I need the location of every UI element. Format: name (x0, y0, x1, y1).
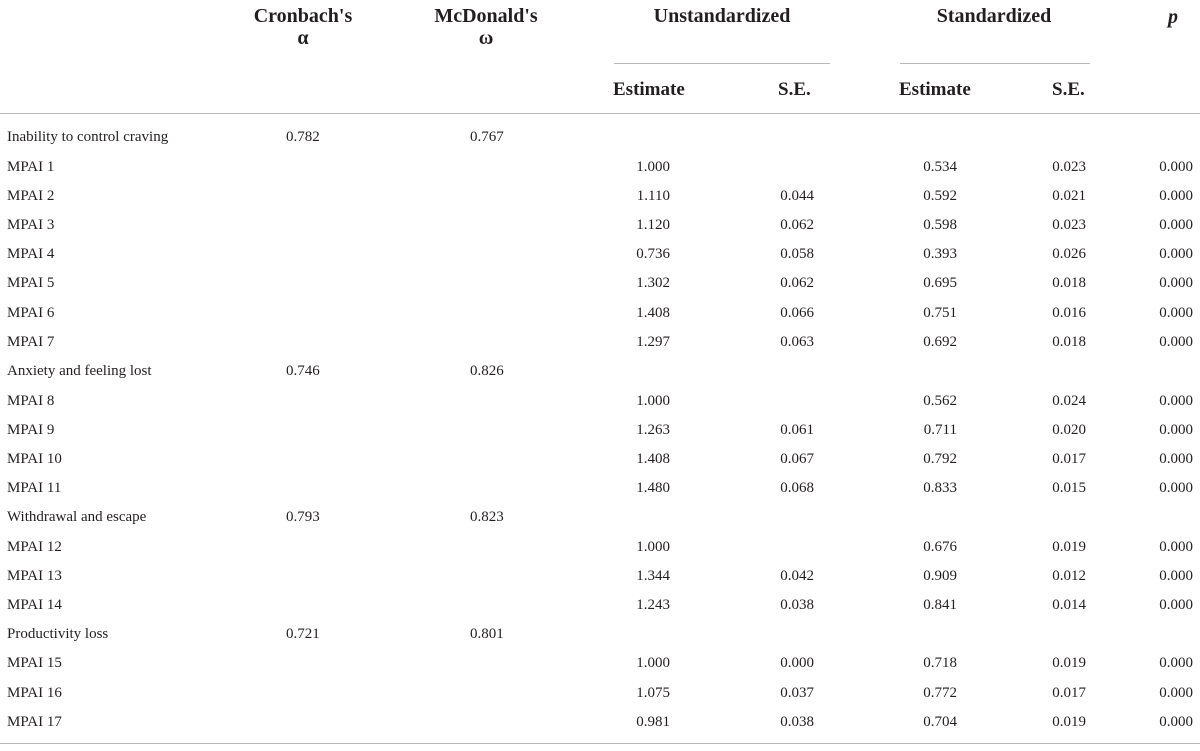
p-value: 0.000 (1159, 246, 1193, 262)
table-row (0, 387, 1200, 416)
unstd-se-value: 0.038 (780, 714, 814, 730)
table-row (0, 445, 1200, 474)
table-row (0, 357, 1200, 386)
header-standardized: Standardized (936, 5, 1052, 27)
header-std-estimate: Estimate (899, 79, 971, 100)
std-se-value: 0.018 (1052, 275, 1086, 291)
table-row (0, 416, 1200, 445)
std-estimate-value: 0.833 (923, 480, 957, 496)
unstd-se-value: 0.062 (780, 217, 814, 233)
unstandardized-underline (614, 63, 830, 64)
unstd-estimate-value: 1.075 (636, 685, 670, 701)
row-label: MPAI 3 (7, 217, 55, 233)
row-label: MPAI 8 (7, 393, 55, 409)
p-value: 0.000 (1159, 393, 1193, 409)
std-se-value: 0.023 (1052, 217, 1086, 233)
cronbach-alpha-value: 0.782 (286, 129, 320, 145)
header-mcdonald-line1: McDonald's (434, 5, 538, 27)
table-row (0, 299, 1200, 328)
table-row (0, 533, 1200, 562)
std-se-value: 0.018 (1052, 334, 1086, 350)
std-se-value: 0.021 (1052, 188, 1086, 204)
unstd-se-value: 0.061 (780, 422, 814, 438)
unstd-se-value: 0.037 (780, 685, 814, 701)
row-label: MPAI 10 (7, 451, 62, 467)
p-value: 0.000 (1159, 655, 1193, 671)
p-value: 0.000 (1159, 568, 1193, 584)
row-label: Anxiety and feeling lost (7, 363, 152, 379)
p-value: 0.000 (1159, 275, 1193, 291)
std-se-value: 0.024 (1052, 393, 1086, 409)
table-row (0, 679, 1200, 708)
p-value: 0.000 (1159, 159, 1193, 175)
table-row (0, 503, 1200, 532)
header-unstd-se: S.E. (778, 79, 811, 100)
std-estimate-value: 0.909 (923, 568, 957, 584)
unstd-estimate-value: 1.263 (636, 422, 670, 438)
unstd-se-value: 0.000 (780, 655, 814, 671)
unstd-se-value: 0.038 (780, 597, 814, 613)
unstd-se-value: 0.042 (780, 568, 814, 584)
std-estimate-value: 0.841 (923, 597, 957, 613)
std-estimate-value: 0.792 (923, 451, 957, 467)
p-value: 0.000 (1159, 685, 1193, 701)
p-value: 0.000 (1159, 714, 1193, 730)
mcdonald-omega-value: 0.767 (470, 129, 504, 145)
unstd-estimate-value: 1.480 (636, 480, 670, 496)
unstd-estimate-value: 1.110 (636, 188, 670, 204)
p-value: 0.000 (1159, 217, 1193, 233)
unstd-se-value: 0.067 (780, 451, 814, 467)
std-se-value: 0.026 (1052, 246, 1086, 262)
row-label: MPAI 2 (7, 188, 55, 204)
std-estimate-value: 0.772 (923, 685, 957, 701)
table-bottom-rule (0, 743, 1200, 744)
std-se-value: 0.020 (1052, 422, 1086, 438)
unstd-estimate-value: 0.736 (636, 246, 670, 262)
header-mcdonald (421, 5, 551, 49)
std-se-value: 0.019 (1052, 714, 1086, 730)
unstd-se-value: 0.066 (780, 305, 814, 321)
std-estimate-value: 0.534 (923, 159, 957, 175)
table-row (0, 211, 1200, 240)
std-estimate-value: 0.598 (923, 217, 957, 233)
header-unstandardized: Unstandardized (653, 5, 791, 27)
unstd-estimate-value: 1.120 (636, 217, 670, 233)
unstd-se-value: 0.044 (780, 188, 814, 204)
std-estimate-value: 0.704 (923, 714, 957, 730)
std-estimate-value: 0.562 (923, 393, 957, 409)
mcdonald-omega-value: 0.823 (470, 509, 504, 525)
std-estimate-value: 0.692 (923, 334, 957, 350)
row-label: MPAI 1 (7, 159, 55, 175)
table-row (0, 708, 1200, 737)
table-row (0, 620, 1200, 649)
unstd-se-value: 0.058 (780, 246, 814, 262)
std-estimate-value: 0.592 (923, 188, 957, 204)
header-bottom-rule (0, 113, 1200, 114)
row-label: MPAI 5 (7, 275, 55, 291)
header-std-se: S.E. (1052, 79, 1085, 100)
row-label: MPAI 15 (7, 655, 62, 671)
row-label: MPAI 17 (7, 714, 62, 730)
p-value: 0.000 (1159, 305, 1193, 321)
row-label: MPAI 9 (7, 422, 55, 438)
table-row (0, 269, 1200, 298)
row-label: MPAI 11 (7, 480, 62, 496)
unstd-estimate-value: 1.000 (636, 539, 670, 555)
table-row (0, 153, 1200, 182)
cronbach-alpha-value: 0.793 (286, 509, 320, 525)
std-estimate-value: 0.393 (923, 246, 957, 262)
std-estimate-value: 0.695 (923, 275, 957, 291)
unstd-estimate-value: 0.981 (636, 714, 670, 730)
table-row (0, 123, 1200, 152)
table-row (0, 562, 1200, 591)
unstd-se-value: 0.068 (780, 480, 814, 496)
table-row (0, 474, 1200, 503)
unstd-estimate-value: 1.344 (636, 568, 670, 584)
row-label: Inability to control craving (7, 129, 169, 145)
p-value: 0.000 (1159, 188, 1193, 204)
mcdonald-omega-value: 0.826 (470, 363, 504, 379)
header-cronbach (240, 5, 366, 49)
unstd-estimate-value: 1.408 (636, 305, 670, 321)
header-mcdonald-line2: ω (478, 27, 494, 49)
cronbach-alpha-value: 0.746 (286, 363, 320, 379)
p-value: 0.000 (1159, 597, 1193, 613)
std-estimate-value: 0.718 (923, 655, 957, 671)
unstd-estimate-value: 1.408 (636, 451, 670, 467)
table-row (0, 591, 1200, 620)
std-se-value: 0.019 (1052, 655, 1086, 671)
header-cronbach-line1: Cronbach's (253, 5, 353, 27)
unstd-estimate-value: 1.302 (636, 275, 670, 291)
header-cronbach-line2: α (297, 27, 309, 49)
row-label: MPAI 16 (7, 685, 62, 701)
std-se-value: 0.017 (1052, 451, 1086, 467)
table-row (0, 328, 1200, 357)
unstd-se-value: 0.063 (780, 334, 814, 350)
std-estimate-value: 0.711 (923, 422, 957, 438)
unstd-se-value: 0.062 (780, 275, 814, 291)
std-estimate-value: 0.676 (923, 539, 957, 555)
std-se-value: 0.014 (1052, 597, 1086, 613)
row-label: MPAI 4 (7, 246, 55, 262)
header-unstd-estimate: Estimate (613, 79, 685, 100)
row-label: MPAI 7 (7, 334, 55, 350)
unstd-estimate-value: 1.000 (636, 655, 670, 671)
table-row (0, 649, 1200, 678)
p-value: 0.000 (1159, 480, 1193, 496)
p-value: 0.000 (1159, 539, 1193, 555)
row-label: MPAI 6 (7, 305, 55, 321)
p-value: 0.000 (1159, 334, 1193, 350)
std-se-value: 0.016 (1052, 305, 1086, 321)
unstd-estimate-value: 1.297 (636, 334, 670, 350)
row-label: MPAI 13 (7, 568, 62, 584)
unstd-estimate-value: 1.000 (636, 159, 670, 175)
table-row (0, 182, 1200, 211)
row-label: MPAI 12 (7, 539, 62, 555)
std-se-value: 0.017 (1052, 685, 1086, 701)
std-se-value: 0.019 (1052, 539, 1086, 555)
std-se-value: 0.023 (1052, 159, 1086, 175)
standardized-underline (900, 63, 1090, 64)
std-estimate-value: 0.751 (923, 305, 957, 321)
unstd-estimate-value: 1.243 (636, 597, 670, 613)
std-se-value: 0.015 (1052, 480, 1086, 496)
table-row (0, 240, 1200, 269)
mcdonald-omega-value: 0.801 (470, 626, 504, 642)
p-value: 0.000 (1159, 451, 1193, 467)
row-label: Productivity loss (7, 626, 109, 642)
unstd-estimate-value: 1.000 (636, 393, 670, 409)
row-label: MPAI 14 (7, 597, 62, 613)
header-p: p (1168, 6, 1178, 28)
std-se-value: 0.012 (1052, 568, 1086, 584)
cronbach-alpha-value: 0.721 (286, 626, 320, 642)
row-label: Withdrawal and escape (7, 509, 147, 525)
p-value: 0.000 (1159, 422, 1193, 438)
